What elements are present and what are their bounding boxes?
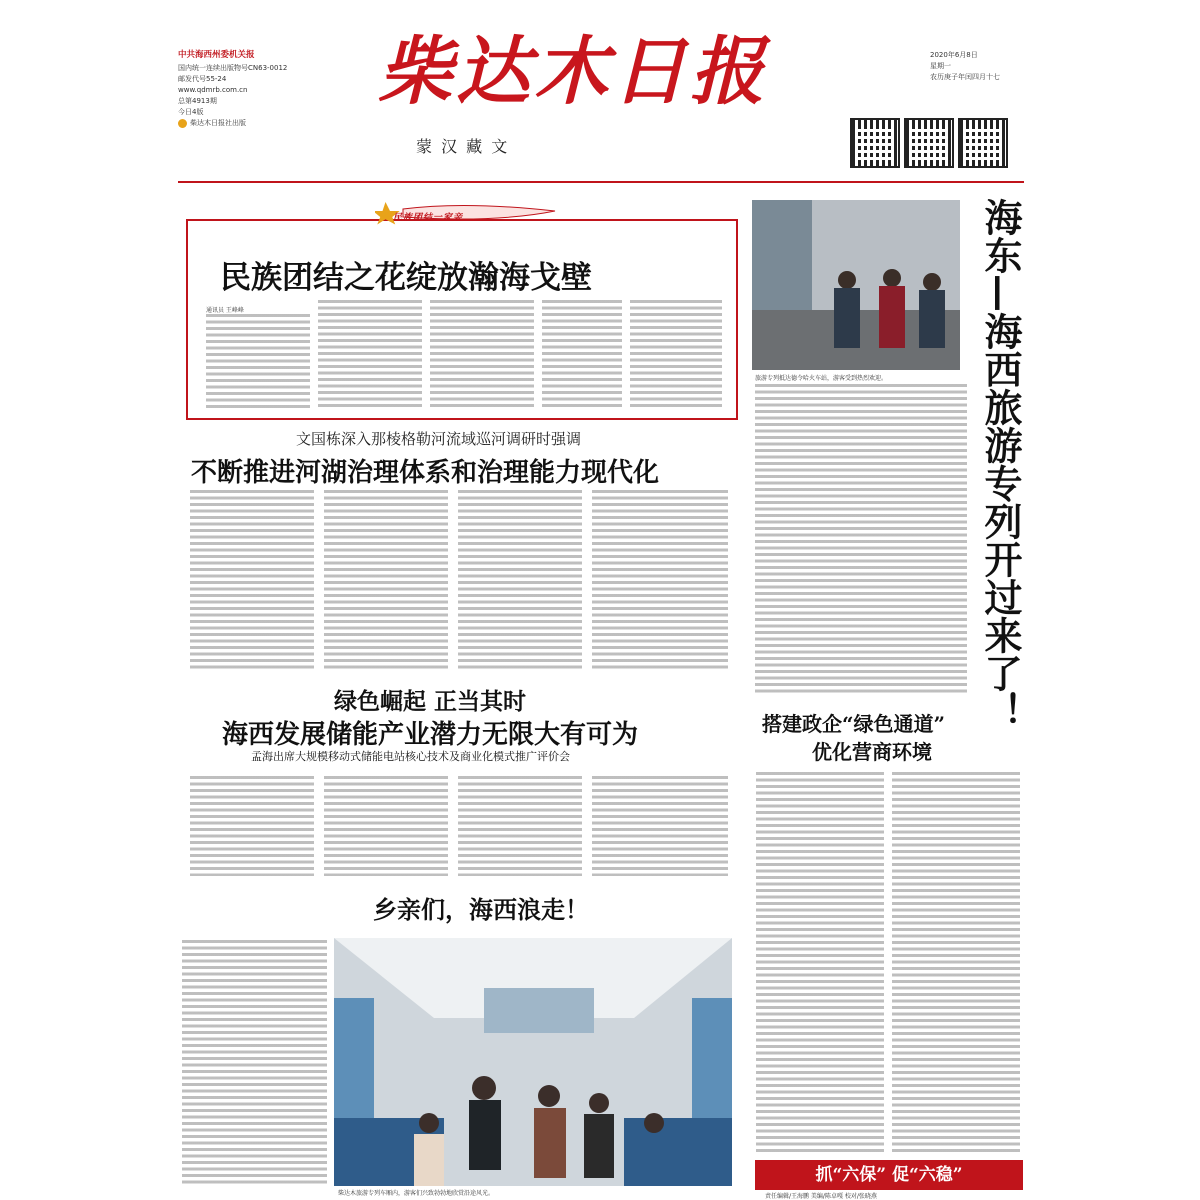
- page-credits: 责任编辑/王海鹏 美编/陈卓嘎 校对/张晓燕: [765, 1193, 877, 1200]
- story2-kicker: 文国栋深入那棱格勒河流域巡河调研时强调: [296, 430, 582, 448]
- postal-line: 邮发代号55-24: [178, 75, 227, 83]
- issue-total: 总第4913期: [178, 97, 217, 105]
- masthead-rule: [178, 181, 1024, 183]
- story5-photo[interactable]: [752, 200, 960, 370]
- story1-headline[interactable]: 民族团结之花绽放瀚海戈壁: [220, 260, 592, 296]
- lunar-date: 农历庚子年闰四月十七: [930, 73, 1000, 81]
- qr-code-icon[interactable]: [850, 118, 900, 168]
- story5-photo-caption: 旅游专列抵达德令哈火车站，游客受到热烈欢迎。: [755, 375, 888, 382]
- masthead: 柴达木日报: [378, 29, 768, 115]
- story6-text-col: [756, 772, 884, 1152]
- story1-text-col: [542, 300, 622, 408]
- story3-subhead: 孟海出席大规模移动式储能电站核心技术及商业化模式推广评价会: [251, 750, 570, 763]
- story1-text-col: [430, 300, 534, 408]
- story1-byline: 通讯员 王峰峰: [206, 307, 244, 314]
- issn-line: 国内统一连续出版物号CN63-0012: [178, 64, 288, 72]
- story1-text-col: [630, 300, 722, 408]
- masthead-subtitle: 蒙 汉 藏 文: [416, 137, 510, 156]
- story3-text-col: [592, 776, 728, 876]
- story5-text-col: [755, 384, 967, 696]
- qr-code-icon[interactable]: [958, 118, 1008, 168]
- publisher-logo-icon: [178, 119, 187, 128]
- story2-text-col: [458, 490, 582, 670]
- story2-text-col: [592, 490, 728, 670]
- weekday: 星期一: [930, 62, 951, 70]
- qr-code-icon[interactable]: [904, 118, 954, 168]
- story1-banner-text: 民族团结一家亲: [393, 213, 464, 223]
- header-meta-left: [178, 50, 328, 129]
- story1-text-col: [318, 300, 422, 408]
- brand-label: 柴达木日报社出版: [190, 119, 246, 127]
- story3-kicker: 绿色崛起 正当其时: [334, 688, 527, 715]
- story4-text-col: [182, 940, 327, 1185]
- date-line: 2020年6月8日: [930, 51, 978, 59]
- slogan-text: 抓“六保” 促“六稳”: [815, 1165, 963, 1185]
- story2-text-col: [190, 490, 314, 670]
- brand-line: [178, 118, 328, 129]
- story6-headline-line2: 优化营商环境: [812, 740, 932, 764]
- story4-photo[interactable]: [334, 938, 732, 1186]
- website-line[interactable]: www.qdmrb.com.cn: [178, 86, 248, 94]
- story1-text-col: [206, 314, 310, 408]
- story5-headline[interactable]: 海东—海西旅游专列开过来了！: [978, 198, 1023, 730]
- date-block: [930, 50, 1040, 83]
- story2-text-col: [324, 490, 448, 670]
- story2-headline[interactable]: 不断推进河湖治理体系和治理能力现代化: [191, 458, 660, 488]
- story6-headline-line1[interactable]: 搭建政企“绿色通道”: [762, 712, 946, 736]
- story4-headline[interactable]: 乡亲们，海西浪走！: [373, 895, 589, 924]
- org-line: 中共海西州委机关报: [178, 50, 255, 60]
- story3-text-col: [458, 776, 582, 876]
- story3-headline[interactable]: 海西发展储能产业潜力无限大有可为: [222, 720, 639, 750]
- story3-text-col: [324, 776, 448, 876]
- story3-text-col: [190, 776, 314, 876]
- pages-label: 今日4版: [178, 108, 204, 116]
- story6-text-col: [892, 772, 1020, 1152]
- story4-photo-caption: 柴达木旅游专列车厢内，游客们兴致勃勃地欣赏沿途风光。: [338, 1190, 495, 1197]
